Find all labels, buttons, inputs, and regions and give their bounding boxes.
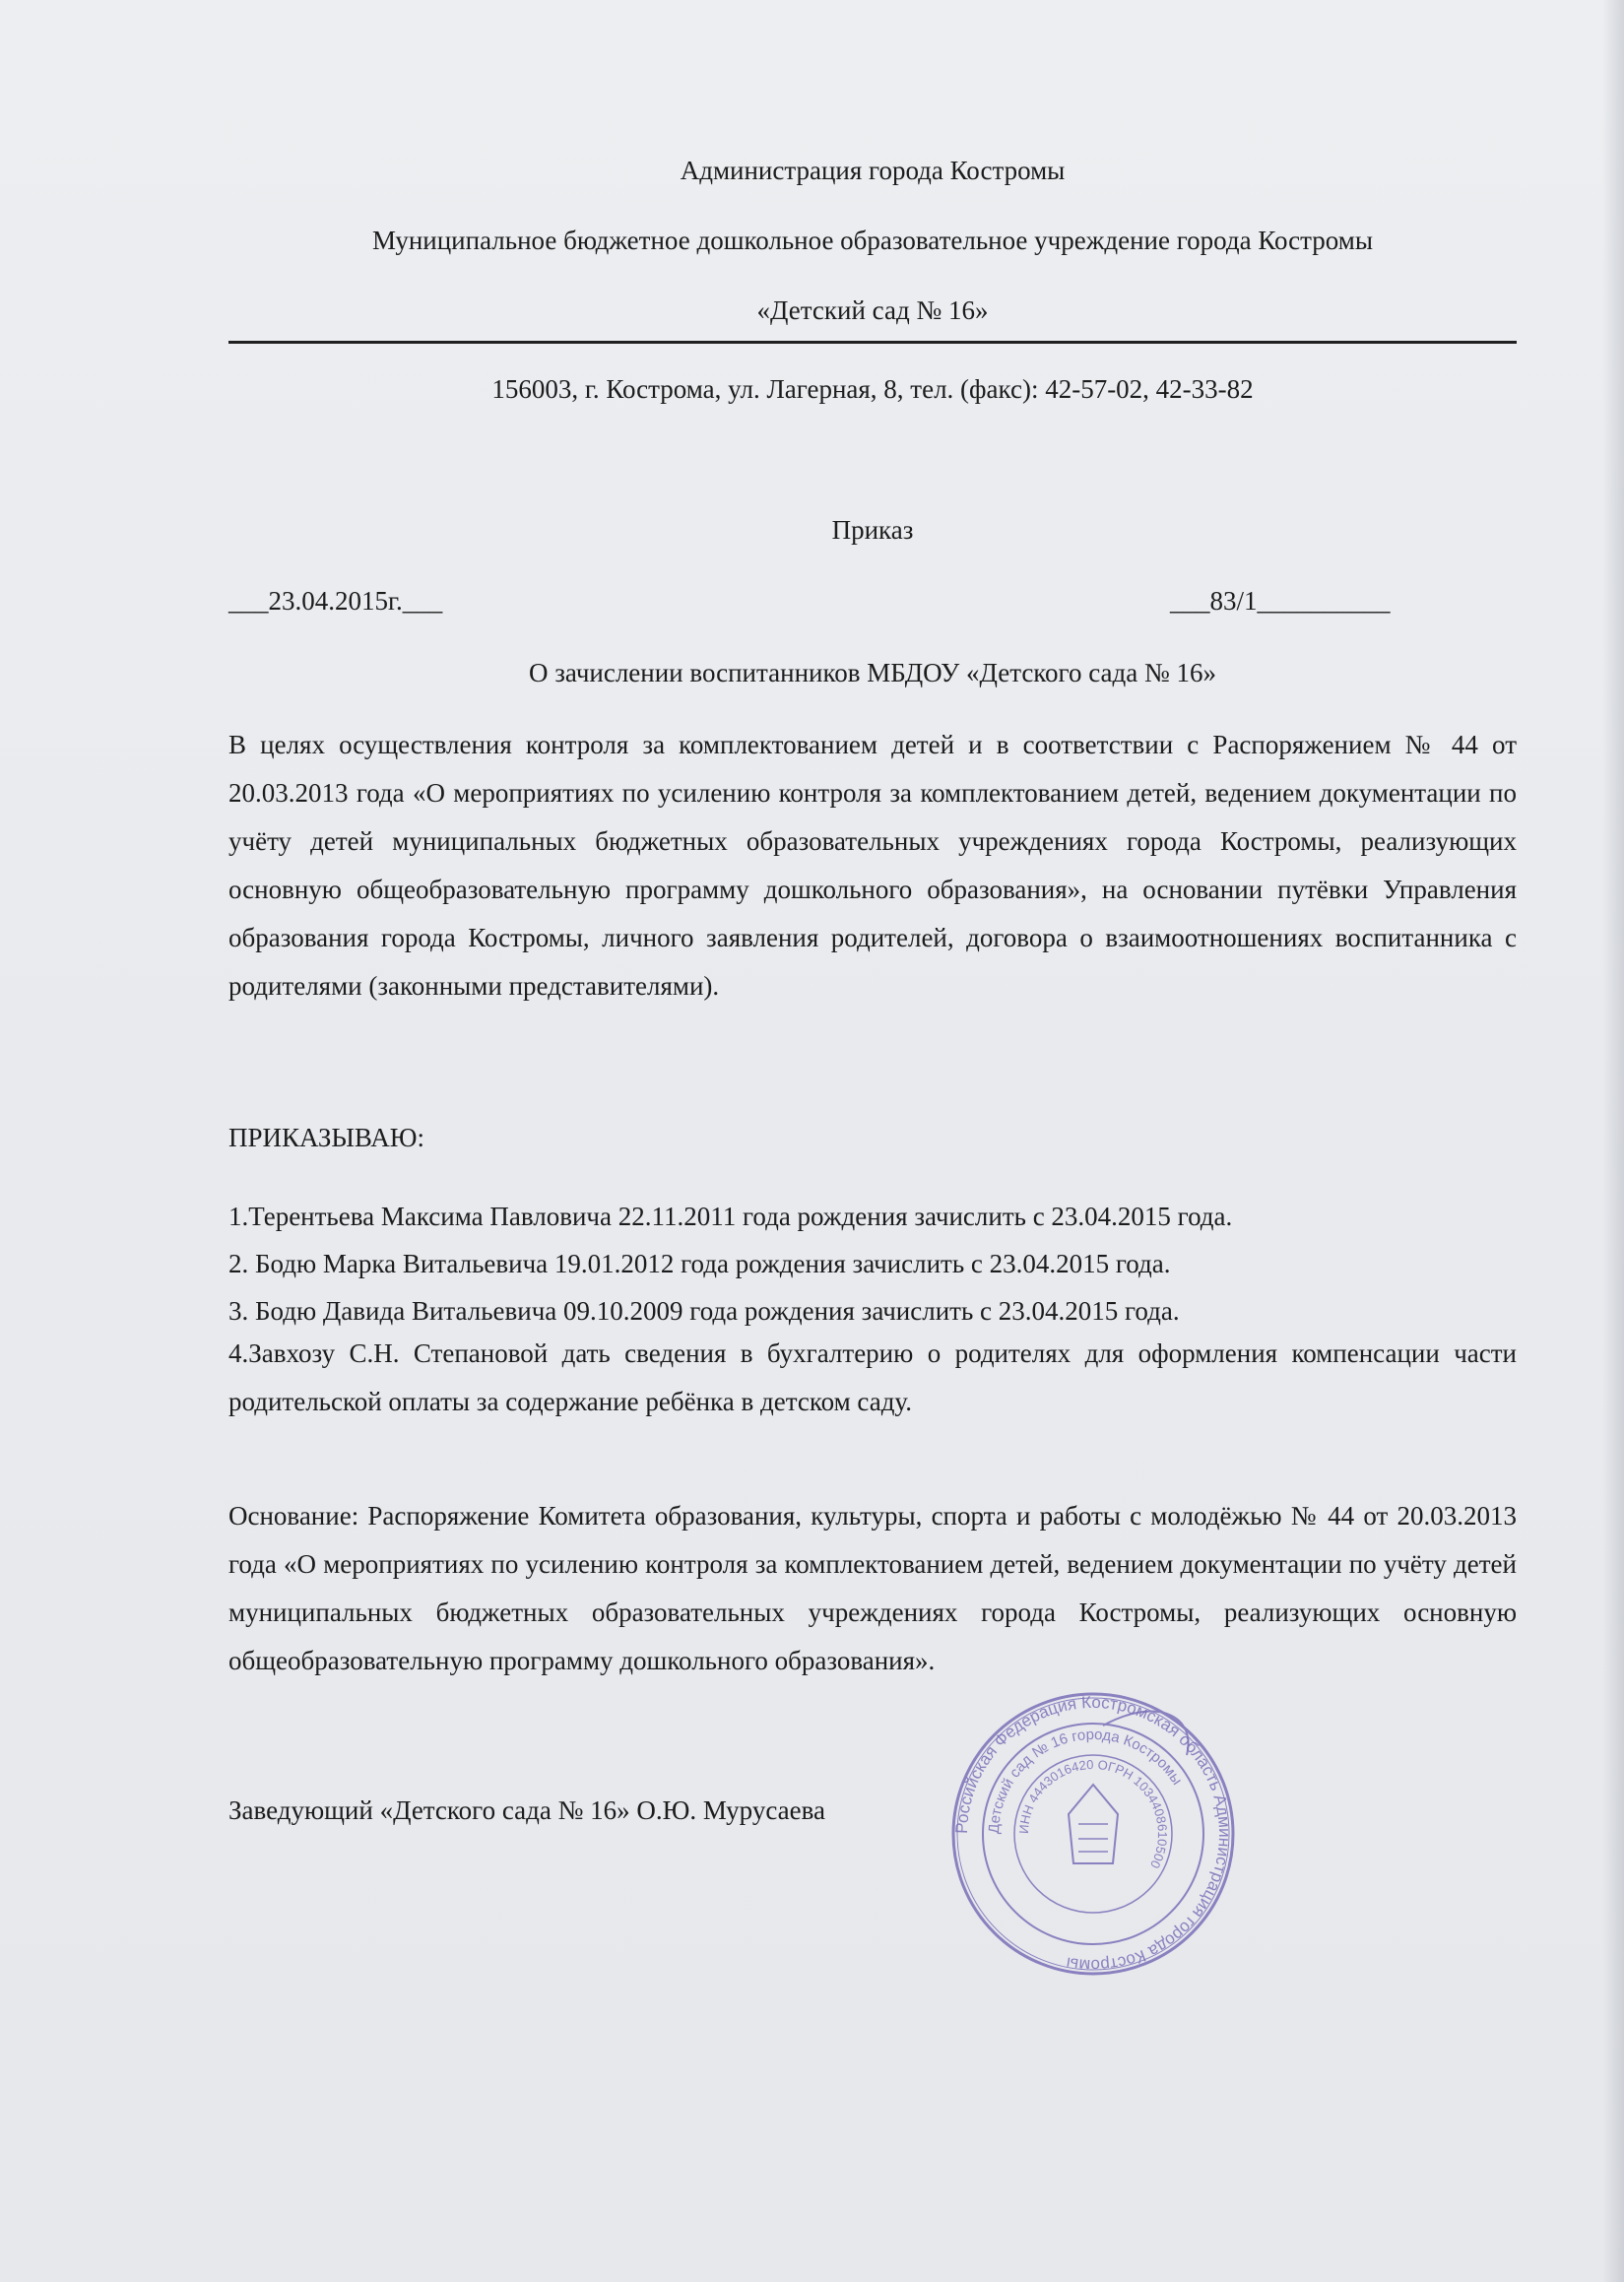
directive-heading: ПРИКАЗЫВАЮ: [228, 1123, 424, 1152]
preamble-paragraph: В целях осуществления контроля за комплектованием детей и в соответствии с Распоряжением № 44 от 20.03.2013 года «О мероприятиях по усилению контроля за комплектованием детей, ведением документации по учёту детей муниципальных бюджетных образовательных учреждениях города Костромы, реализующих основную общеобразовательную программу дошкольного образования», на основании путёвки Управления образования города Костромы, личного заявления родителей, договора о взаимоотношениях воспитанника с родителями (законными представителями). [228, 730, 1517, 1001]
list-item-4: 4.Завхозу С.Н. Степановой дать сведения в бухгалтерию о родителях для оформления компенсации части родительской оплаты за содержание ребёнка в детском саду. [228, 1338, 1517, 1416]
order-subject: О зачислении воспитанников МБДОУ «Детского сада № 16» [529, 658, 1216, 687]
order-title: Приказ [831, 515, 914, 545]
svg-text:ИНН 4443016420 ОГРН 1034408610 [1016, 1757, 1170, 1871]
order-date: ___23.04.2015г.___ [228, 586, 443, 616]
list-item: 3. Бодю Давида Витальевича 09.10.2009 года рождения зачислить с 23.04.2015 года. [228, 1296, 1180, 1326]
list-item: 2. Бодю Марка Витальевича 19.01.2012 года рождения зачислить с 23.04.2015 года. [228, 1249, 1171, 1278]
basis-paragraph: Основание: Распоряжение Комитета образования, культуры, спорта и работы с молодёжью № 44 от 20.03.2013 года «О мероприятиях по усилению контроля за комплектованием детей, ведением документации по учёту детей муниципальных бюджетных образовательных учреждениях города Костромы, реализующих основную общеобразовательную программу дошкольного образования». [228, 1501, 1517, 1675]
stamp-ids-text: ИНН 4443016420 ОГРН 1034408610500 [1015, 1756, 1171, 1871]
official-seal-icon [931, 1686, 1256, 1982]
page-edge-shadow [1602, 0, 1624, 2282]
header-kindergarten: «Детский сад № 16» [756, 295, 989, 325]
signature-line: Заведующий «Детского сада № 16» О.Ю. Мурусаева [228, 1795, 825, 1825]
stamp-outer-text: Российская Федерация Костромская область Администрация города Костромы [951, 1692, 1235, 1976]
stamp-inner-text: Детский сад № 16 города Костромы [985, 1726, 1186, 1835]
header-divider [228, 341, 1517, 344]
order-number: ___83/1__________ [1170, 586, 1391, 616]
list-item: 1.Терентьева Максима Павловича 22.11.2011 года рождения зачислить с 23.04.2015 года. [228, 1202, 1233, 1231]
header-address: 156003, г. Кострома, ул. Лагерная, 8, тел. (факс): 42-57-02, 42-33-82 [491, 374, 1254, 404]
header-administration: Администрация города Костромы [680, 156, 1066, 185]
header-institution: Муниципальное бюджетное дошкольное образовательное учреждение города Костромы [371, 226, 1373, 255]
